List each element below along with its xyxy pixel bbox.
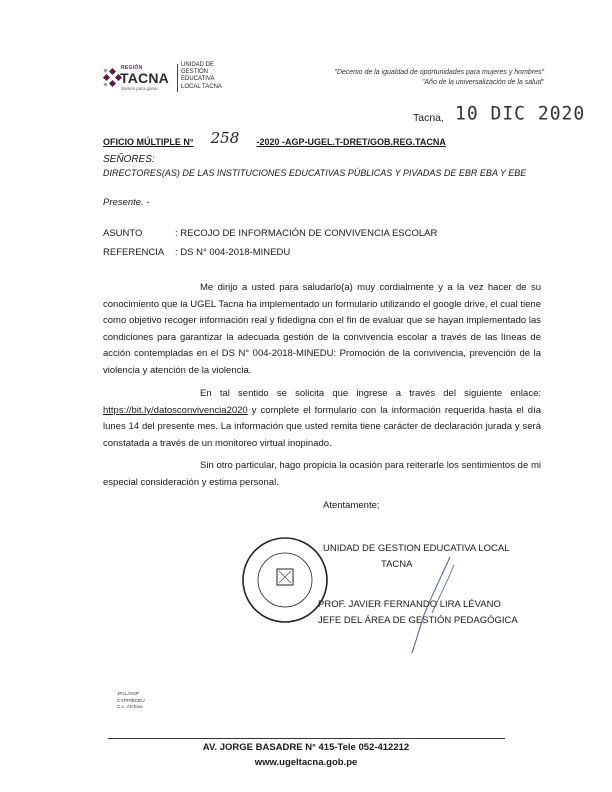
survey-link[interactable]: https://bit.ly/datosconvivencia2020 (103, 404, 248, 416)
ugel-line: UNIDAD DE (181, 62, 215, 68)
body-paragraph-2 (103, 386, 541, 452)
oficio-suffix: -2020 -AGP-UGEL.T-DRET/GOB.REG.TACNA (256, 137, 446, 147)
motto-line-1: "Decenio de la igualdad de oportunidades para mujeres y hombres" (334, 69, 544, 76)
unit-line-2: TACNA (381, 558, 413, 570)
signatory-title: JEFE DEL ÁREA DE GESTIÓN PEDAGÓGICA (318, 615, 518, 626)
body-paragraph-3: Sin otro particular, hago propicia la ocasión para reiterarle los sentimientos de mi especial consideración y estima personal. (103, 460, 541, 488)
paragraph-2-intro: En tal sentido se solicita que ingrese a través del siguiente enlace: (200, 388, 541, 399)
footer-address: AV. JORGE BASADRE N° 415-Tele 052-412212 (202, 742, 410, 753)
logo-divider (177, 64, 178, 92)
oficio-number-line (103, 131, 446, 149)
year-motto (334, 68, 544, 87)
signatory (318, 597, 518, 629)
official-seal-stamp (240, 535, 330, 625)
ugel-line: GESTIÓN (181, 69, 209, 76)
footer-website[interactable]: www.ugeltacna.gob.pe (254, 757, 358, 768)
logo-name: TACNA (120, 70, 169, 86)
asunto-value: : RECOJO DE INFORMACIÓN DE CONVIVENCIA ESCOLAR (175, 228, 438, 239)
referencia-row (103, 247, 290, 258)
referencia-label: REFERENCIA (103, 247, 165, 258)
footer-divider (108, 738, 505, 739)
initials-line: CYPP/BCEU (117, 698, 145, 704)
ugel-line: LOCAL TACNA (181, 83, 222, 90)
oficio-prefix: OFICIO MÚLTIPLE N° (103, 137, 194, 147)
closing-atentamente: Atentamente; (323, 500, 380, 511)
presente-label: Presente. - (103, 197, 150, 208)
ugel-line: EDUCATIVA (181, 76, 215, 83)
addressee-directors: DIRECTORES(AS) DE LAS INSTITUCIONES EDUCATIVAS PÚBLICAS Y PIVADAS DE EBR EBA Y EBE (103, 168, 527, 178)
initials-line: C.c. Archivo (117, 705, 143, 710)
signature-unit (323, 541, 510, 572)
date-city: Tacna, (413, 112, 444, 124)
paragraph-2-rest: y complete el formulario con la información requerida hasta el día lunes 14 del presente mes. La información que usted remita tiene carácter de declaración jurada y será constatada a través de un monitoreo virtual inopinado. (103, 404, 541, 449)
ugel-label (181, 62, 251, 91)
oficio-handwritten-number: 258 (210, 129, 240, 147)
unit-line-1: UNIDAD DE GESTION EDUCATIVA LOCAL (323, 543, 510, 554)
date-stamp: 10 DIC 2020 (455, 102, 586, 125)
reference-initials (117, 692, 145, 712)
signatory-name: PROF. JAVIER FERNANDO LIRA LÉVANO (318, 599, 501, 610)
asunto-label: ASUNTO (103, 228, 143, 239)
logo-region-label: REGIÓN (121, 65, 143, 71)
referencia-value: : DS N° 004-2018-MINEDU (175, 247, 291, 258)
salutation-senores: SEÑORES: (103, 154, 155, 165)
motto-line-2: "Año de la universalización de la salud" (421, 78, 544, 86)
initials-line: JFLL/AGP (117, 692, 140, 697)
logo-slogan: Somos para ganar (121, 86, 159, 91)
body-paragraph-1: Me dirijo a usted para saludarlo(a) muy cordialmente y a la vez hacer de su conocimiento que la UGEL Tacna ha implementado un formulario utilizando el google drive, el cual tiene como objetivo recoger información real y fidedigna con el fin de evaluar que se hayan implementado las condiciones para garantizar la adecuada gestión de la convivencia escolar a través de las líneas de acción contempladas en el DS N° 004-2018-MINEDU: Promoción de la convivencia, prevención de la violencia y atención de la violencia. (103, 282, 541, 376)
asunto-row (103, 228, 437, 239)
